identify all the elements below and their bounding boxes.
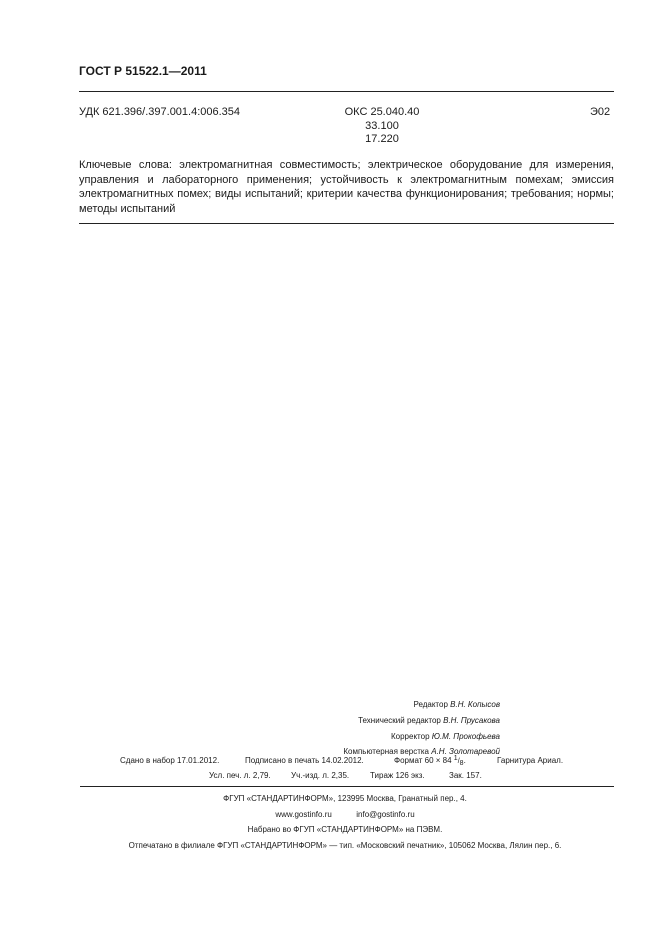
printing-note: Отпечатано в филиале ФГУП «СТАНДАРТИНФОРМ» — тип. «Московский печатник», 105062 Москва, Лялин пер., 6.: [128, 840, 562, 850]
oks-code-2: 33.100: [365, 119, 399, 132]
oks-codes: [330, 106, 434, 147]
classification-code: Э02: [590, 106, 611, 118]
publisher-footer: [60, 791, 630, 853]
footer-divider: [80, 786, 614, 787]
credit-editor: Редактор В.Н. Копысов: [413, 700, 500, 709]
pub-print-sheets: Усл. печ. л. 2,79.: [209, 771, 271, 780]
publisher-address: ФГУП «СТАНДАРТИНФОРМ», 123995 Москва, Гранатный пер., 4.: [223, 794, 467, 803]
format-fraction: 1/8: [453, 755, 464, 767]
oks-code-1: ОКС 25.040.40: [344, 106, 420, 118]
pub-signed-date: Подписано в печать 14.02.2012.: [245, 756, 364, 765]
pub-order: Зак. 157.: [449, 771, 482, 780]
publisher-contacts: [60, 807, 630, 823]
credit-layout: Компьютерная верстка А.Н. Золотаревой: [343, 747, 500, 757]
typeset-note: Набрано во ФГУП «СТАНДАРТИНФОРМ» на ПЭВМ.: [247, 825, 443, 834]
credit-corrector: Корректор Ю.М. Прокофьева: [391, 731, 500, 741]
pub-edit-sheets: Уч.-изд. л. 2,35.: [291, 771, 350, 780]
publisher-website-link[interactable]: www.gostinfo.ru: [275, 809, 332, 819]
credits-block: [230, 697, 500, 760]
document-designation: ГОСТ Р 51522.1—2011: [79, 64, 207, 78]
keywords-paragraph: Ключевые слова: электромагнитная совместимость; электрическое оборудование для измерения, управления и лабораторного применения; устойчивость к электромагнитным помехам; эмиссия электромагнитных помех; виды испытаний; критерии качества функционирования; требования; нормы; методы испытаний: [79, 159, 614, 215]
top-divider: [79, 91, 614, 92]
pub-typeset-date: Сдано в набор 17.01.2012.: [120, 756, 220, 765]
pub-format: Формат 60 × 84 1/8.: [394, 755, 466, 767]
publisher-email-link[interactable]: info@gostinfo.ru: [356, 809, 415, 819]
oks-code-3: 17.220: [365, 133, 399, 145]
keywords-divider: [79, 223, 614, 224]
pub-circulation: Тираж 126 экз.: [370, 771, 425, 780]
credit-tech-editor: Технический редактор В.Н. Прусакова: [358, 715, 500, 725]
udc-code: УДК 621.396/.397.001.4:006.354: [79, 106, 241, 118]
pub-typeface: Гарнитура Ариал.: [497, 756, 564, 765]
